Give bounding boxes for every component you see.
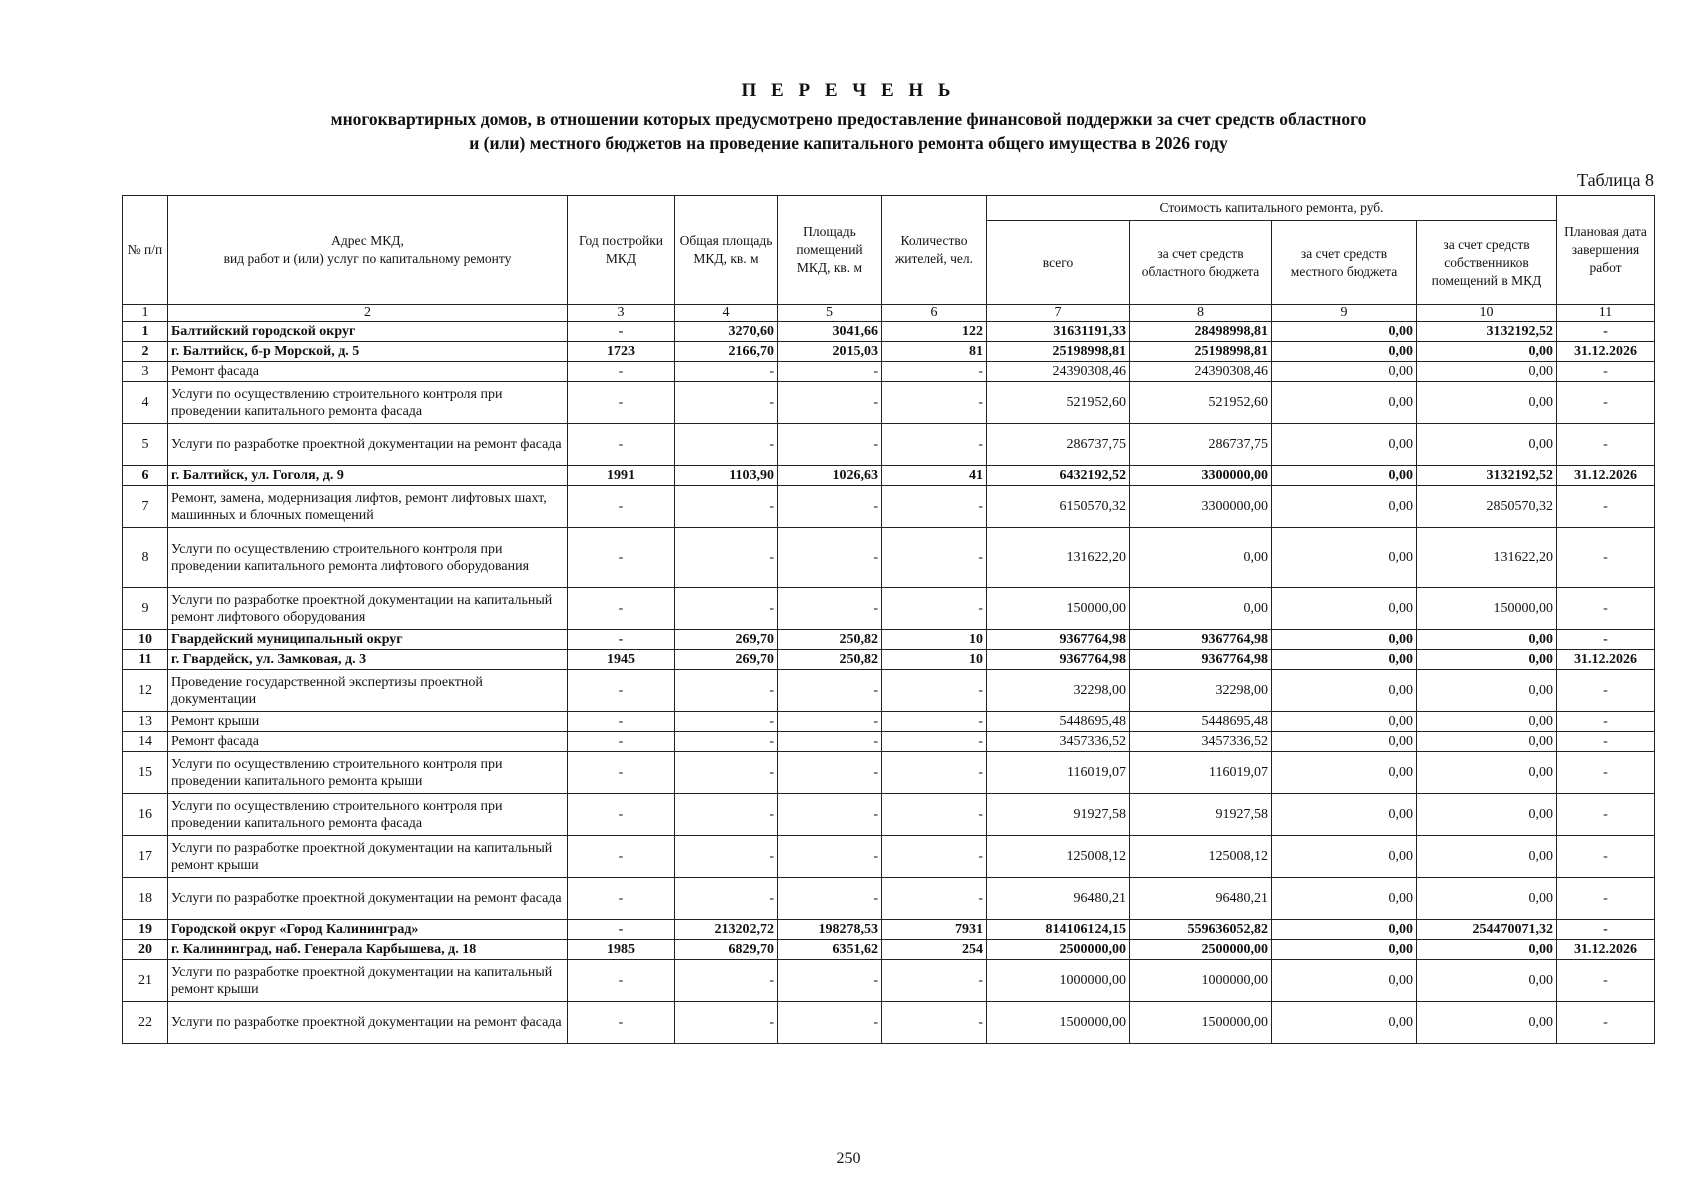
- table-row: [123, 878, 1655, 920]
- row-cost-local: 0,00: [1272, 588, 1417, 630]
- row-cost-local: 0,00: [1272, 424, 1417, 466]
- row-cost-owners: 254470071,32: [1417, 920, 1557, 940]
- row-planned-date: -: [1557, 960, 1655, 1002]
- row-cost-owners: 3132192,52: [1417, 322, 1557, 342]
- header-cost-local: за счет средств местного бюджета: [1272, 221, 1417, 305]
- row-cost-owners: 0,00: [1417, 342, 1557, 362]
- row-address: Гвардейский муниципальный округ: [168, 630, 568, 650]
- row-cost-region: 1500000,00: [1130, 1002, 1272, 1044]
- row-cost-all: 131622,20: [987, 528, 1130, 588]
- row-planned-date: -: [1557, 486, 1655, 528]
- row-area-rooms: -: [778, 752, 882, 794]
- row-cost-region: 116019,07: [1130, 752, 1272, 794]
- row-area-rooms: 250,82: [778, 630, 882, 650]
- header-cost-all: всего: [987, 221, 1130, 305]
- row-cost-local: 0,00: [1272, 794, 1417, 836]
- header-year: Год постройки МКД: [568, 196, 675, 305]
- row-area-total: 1103,90: [675, 466, 778, 486]
- row-cost-owners: 0,00: [1417, 794, 1557, 836]
- row-cost-region: 286737,75: [1130, 424, 1272, 466]
- row-address: г. Балтийск, ул. Гоголя, д. 9: [168, 466, 568, 486]
- table-header: [123, 196, 1655, 305]
- row-year: -: [568, 878, 675, 920]
- column-number: 2: [168, 305, 568, 322]
- row-cost-all: 25198998,81: [987, 342, 1130, 362]
- row-address: Услуги по разработке проектной документации на ремонт фасада: [168, 878, 568, 920]
- row-area-rooms: -: [778, 382, 882, 424]
- page-number: 250: [836, 1150, 861, 1167]
- row-cost-local: 0,00: [1272, 362, 1417, 382]
- row-address: Услуги по разработке проектной документации на капитальный ремонт лифтового оборудования: [168, 588, 568, 630]
- row-number: 20: [123, 940, 168, 960]
- row-area-rooms: -: [778, 588, 882, 630]
- row-cost-owners: 2850570,32: [1417, 486, 1557, 528]
- row-area-rooms: -: [778, 794, 882, 836]
- row-year: -: [568, 836, 675, 878]
- row-cost-all: 9367764,98: [987, 650, 1130, 670]
- row-area-rooms: 2015,03: [778, 342, 882, 362]
- row-planned-date: -: [1557, 732, 1655, 752]
- row-area-total: -: [675, 732, 778, 752]
- row-address: Услуги по разработке проектной документации на капитальный ремонт крыши: [168, 836, 568, 878]
- row-area-total: -: [675, 382, 778, 424]
- row-number: 1: [123, 322, 168, 342]
- row-cost-local: 0,00: [1272, 486, 1417, 528]
- column-number: 4: [675, 305, 778, 322]
- row-cost-owners: 0,00: [1417, 670, 1557, 712]
- row-cost-local: 0,00: [1272, 670, 1417, 712]
- row-area-rooms: -: [778, 362, 882, 382]
- column-number-row: [123, 305, 1655, 322]
- row-cost-owners: 0,00: [1417, 382, 1557, 424]
- table-row: [123, 424, 1655, 466]
- row-area-rooms: -: [778, 836, 882, 878]
- row-address: Ремонт фасада: [168, 732, 568, 752]
- row-planned-date: -: [1557, 424, 1655, 466]
- table-row: [123, 836, 1655, 878]
- row-year: -: [568, 486, 675, 528]
- row-cost-owners: 0,00: [1417, 630, 1557, 650]
- column-number: 7: [987, 305, 1130, 322]
- row-cost-region: 0,00: [1130, 528, 1272, 588]
- row-cost-owners: 0,00: [1417, 362, 1557, 382]
- row-cost-owners: 0,00: [1417, 732, 1557, 752]
- table-body: [123, 305, 1655, 1044]
- row-cost-owners: 0,00: [1417, 424, 1557, 466]
- row-cost-all: 24390308,46: [987, 362, 1130, 382]
- column-number: 5: [778, 305, 882, 322]
- row-cost-local: 0,00: [1272, 920, 1417, 940]
- row-cost-owners: 0,00: [1417, 878, 1557, 920]
- row-year: 1945: [568, 650, 675, 670]
- row-cost-owners: 150000,00: [1417, 588, 1557, 630]
- table-row: [123, 940, 1655, 960]
- row-area-rooms: 3041,66: [778, 322, 882, 342]
- row-planned-date: -: [1557, 794, 1655, 836]
- row-number: 14: [123, 732, 168, 752]
- table-row: [123, 528, 1655, 588]
- row-cost-all: 2500000,00: [987, 940, 1130, 960]
- row-area-total: 269,70: [675, 650, 778, 670]
- row-cost-region: 3300000,00: [1130, 466, 1272, 486]
- row-year: 1991: [568, 466, 675, 486]
- row-residents: -: [882, 362, 987, 382]
- row-number: 15: [123, 752, 168, 794]
- row-residents: -: [882, 732, 987, 752]
- table-row: [123, 1002, 1655, 1044]
- row-number: 18: [123, 878, 168, 920]
- row-address: Услуги по разработке проектной документации на капитальный ремонт крыши: [168, 960, 568, 1002]
- row-area-total: -: [675, 878, 778, 920]
- header-num: № п/п: [123, 196, 168, 305]
- header-cost-owners: за счет средств собственников помещений в МКД: [1417, 221, 1557, 305]
- row-cost-owners: 0,00: [1417, 960, 1557, 1002]
- row-planned-date: -: [1557, 630, 1655, 650]
- row-area-rooms: 6351,62: [778, 940, 882, 960]
- row-planned-date: -: [1557, 322, 1655, 342]
- row-year: -: [568, 362, 675, 382]
- row-year: -: [568, 712, 675, 732]
- column-number: 10: [1417, 305, 1557, 322]
- row-area-total: 6829,70: [675, 940, 778, 960]
- row-address: Ремонт крыши: [168, 712, 568, 732]
- column-number: 6: [882, 305, 987, 322]
- row-area-rooms: -: [778, 670, 882, 712]
- table-row: [123, 342, 1655, 362]
- row-cost-region: 96480,21: [1130, 878, 1272, 920]
- row-cost-local: 0,00: [1272, 382, 1417, 424]
- row-year: -: [568, 752, 675, 794]
- row-area-total: -: [675, 1002, 778, 1044]
- row-year: 1985: [568, 940, 675, 960]
- table-row: [123, 322, 1655, 342]
- table-row: [123, 630, 1655, 650]
- table-row: [123, 712, 1655, 732]
- row-year: -: [568, 960, 675, 1002]
- row-address: Ремонт, замена, модернизация лифтов, ремонт лифтовых шахт, машинных и блочных помещений: [168, 486, 568, 528]
- row-area-rooms: 198278,53: [778, 920, 882, 940]
- row-cost-region: 5448695,48: [1130, 712, 1272, 732]
- row-address: Балтийский городской округ: [168, 322, 568, 342]
- row-address: Услуги по разработке проектной документации на ремонт фасада: [168, 1002, 568, 1044]
- row-address: Услуги по разработке проектной документации на ремонт фасада: [168, 424, 568, 466]
- row-cost-all: 1000000,00: [987, 960, 1130, 1002]
- row-cost-local: 0,00: [1272, 836, 1417, 878]
- row-address: г. Балтийск, б-р Морской, д. 5: [168, 342, 568, 362]
- row-cost-all: 814106124,15: [987, 920, 1130, 940]
- header-cost-group: Стоимость капитального ремонта, руб.: [987, 196, 1557, 221]
- row-residents: 41: [882, 466, 987, 486]
- row-cost-all: 125008,12: [987, 836, 1130, 878]
- row-cost-local: 0,00: [1272, 528, 1417, 588]
- row-year: -: [568, 670, 675, 712]
- row-cost-local: 0,00: [1272, 712, 1417, 732]
- row-area-total: -: [675, 752, 778, 794]
- row-area-rooms: -: [778, 486, 882, 528]
- row-cost-region: 125008,12: [1130, 836, 1272, 878]
- row-address: Услуги по осуществлению строительного контроля при проведении капитального ремонта лифтового оборудования: [168, 528, 568, 588]
- row-cost-region: 521952,60: [1130, 382, 1272, 424]
- row-planned-date: -: [1557, 588, 1655, 630]
- row-area-total: -: [675, 960, 778, 1002]
- row-address: Проведение государственной экспертизы проектной документации: [168, 670, 568, 712]
- row-residents: -: [882, 670, 987, 712]
- row-planned-date: -: [1557, 1002, 1655, 1044]
- row-area-rooms: -: [778, 878, 882, 920]
- row-cost-owners: 3132192,52: [1417, 466, 1557, 486]
- row-area-total: -: [675, 424, 778, 466]
- row-residents: -: [882, 712, 987, 732]
- row-number: 7: [123, 486, 168, 528]
- row-planned-date: 31.12.2026: [1557, 342, 1655, 362]
- row-cost-local: 0,00: [1272, 650, 1417, 670]
- row-address: Услуги по осуществлению строительного контроля при проведении капитального ремонта фасада: [168, 382, 568, 424]
- row-cost-region: 559636052,82: [1130, 920, 1272, 940]
- row-address: Городской округ «Город Калининград»: [168, 920, 568, 940]
- row-residents: -: [882, 836, 987, 878]
- row-cost-owners: 131622,20: [1417, 528, 1557, 588]
- header-area-rooms: Площадь помещений МКД, кв. м: [778, 196, 882, 305]
- row-year: -: [568, 920, 675, 940]
- row-residents: -: [882, 528, 987, 588]
- row-number: 19: [123, 920, 168, 940]
- column-number: 11: [1557, 305, 1655, 322]
- row-area-total: 2166,70: [675, 342, 778, 362]
- row-cost-all: 3457336,52: [987, 732, 1130, 752]
- row-year: -: [568, 382, 675, 424]
- row-residents: -: [882, 424, 987, 466]
- row-year: -: [568, 424, 675, 466]
- row-cost-region: 9367764,98: [1130, 630, 1272, 650]
- header-address: Адрес МКД, вид работ и (или) услуг по капитальному ремонту: [168, 196, 568, 305]
- row-residents: 10: [882, 630, 987, 650]
- row-planned-date: -: [1557, 920, 1655, 940]
- row-area-total: -: [675, 588, 778, 630]
- row-cost-region: 3300000,00: [1130, 486, 1272, 528]
- row-year: 1723: [568, 342, 675, 362]
- row-address: Ремонт фасада: [168, 362, 568, 382]
- column-number: 8: [1130, 305, 1272, 322]
- table-row: [123, 362, 1655, 382]
- row-address: г. Калининград, наб. Генерала Карбышева, д. 18: [168, 940, 568, 960]
- row-cost-region: 2500000,00: [1130, 940, 1272, 960]
- row-cost-all: 150000,00: [987, 588, 1130, 630]
- row-cost-region: 28498998,81: [1130, 322, 1272, 342]
- row-number: 3: [123, 362, 168, 382]
- row-residents: -: [882, 588, 987, 630]
- row-cost-all: 116019,07: [987, 752, 1130, 794]
- row-address: Услуги по осуществлению строительного контроля при проведении капитального ремонта фасада: [168, 794, 568, 836]
- table-row: [123, 670, 1655, 712]
- row-cost-owners: 0,00: [1417, 752, 1557, 794]
- table-row: [123, 732, 1655, 752]
- column-number: 1: [123, 305, 168, 322]
- row-planned-date: 31.12.2026: [1557, 940, 1655, 960]
- row-cost-all: 1500000,00: [987, 1002, 1130, 1044]
- row-number: 13: [123, 712, 168, 732]
- row-residents: -: [882, 794, 987, 836]
- row-number: 22: [123, 1002, 168, 1044]
- row-cost-owners: 0,00: [1417, 940, 1557, 960]
- row-year: -: [568, 794, 675, 836]
- row-area-rooms: -: [778, 960, 882, 1002]
- row-cost-all: 31631191,33: [987, 322, 1130, 342]
- row-cost-local: 0,00: [1272, 960, 1417, 1002]
- row-number: 11: [123, 650, 168, 670]
- row-planned-date: -: [1557, 528, 1655, 588]
- row-area-total: -: [675, 486, 778, 528]
- table-row: [123, 486, 1655, 528]
- row-residents: -: [882, 382, 987, 424]
- buildings-table: [122, 195, 1655, 1044]
- row-cost-region: 32298,00: [1130, 670, 1272, 712]
- row-residents: -: [882, 878, 987, 920]
- document-subtitle-line2: и (или) местного бюджетов на проведение капитального ремонта общего имущества в 2026 году: [469, 133, 1228, 153]
- header-planned-date: Плановая дата завершения работ: [1557, 196, 1655, 305]
- row-cost-all: 91927,58: [987, 794, 1130, 836]
- row-year: -: [568, 1002, 675, 1044]
- row-area-total: -: [675, 528, 778, 588]
- column-number: 9: [1272, 305, 1417, 322]
- row-area-total: 213202,72: [675, 920, 778, 940]
- table-row: [123, 920, 1655, 940]
- row-number: 5: [123, 424, 168, 466]
- row-area-rooms: -: [778, 528, 882, 588]
- row-residents: -: [882, 752, 987, 794]
- row-area-rooms: -: [778, 1002, 882, 1044]
- row-number: 21: [123, 960, 168, 1002]
- row-cost-owners: 0,00: [1417, 712, 1557, 732]
- row-cost-region: 91927,58: [1130, 794, 1272, 836]
- row-planned-date: -: [1557, 836, 1655, 878]
- header-residents: Количество жителей, чел.: [882, 196, 987, 305]
- row-cost-all: 521952,60: [987, 382, 1130, 424]
- row-number: 12: [123, 670, 168, 712]
- row-cost-all: 96480,21: [987, 878, 1130, 920]
- row-planned-date: -: [1557, 752, 1655, 794]
- row-cost-local: 0,00: [1272, 342, 1417, 362]
- row-area-total: 269,70: [675, 630, 778, 650]
- row-cost-local: 0,00: [1272, 466, 1417, 486]
- row-year: -: [568, 732, 675, 752]
- row-number: 16: [123, 794, 168, 836]
- row-cost-region: 3457336,52: [1130, 732, 1272, 752]
- row-year: -: [568, 528, 675, 588]
- table-row: [123, 382, 1655, 424]
- row-residents: 7931: [882, 920, 987, 940]
- table-row: [123, 466, 1655, 486]
- row-address: г. Гвардейск, ул. Замковая, д. 3: [168, 650, 568, 670]
- table-row: [123, 752, 1655, 794]
- table-label: Таблица 8: [1577, 170, 1654, 190]
- row-residents: 10: [882, 650, 987, 670]
- row-area-rooms: 1026,63: [778, 466, 882, 486]
- header-area-total: Общая площадь МКД, кв. м: [675, 196, 778, 305]
- row-number: 4: [123, 382, 168, 424]
- row-planned-date: -: [1557, 670, 1655, 712]
- row-planned-date: -: [1557, 382, 1655, 424]
- row-planned-date: 31.12.2026: [1557, 650, 1655, 670]
- row-residents: 254: [882, 940, 987, 960]
- row-year: -: [568, 322, 675, 342]
- row-address: Услуги по осуществлению строительного контроля при проведении капитального ремонта крыши: [168, 752, 568, 794]
- row-cost-all: 286737,75: [987, 424, 1130, 466]
- row-area-total: -: [675, 670, 778, 712]
- row-cost-all: 9367764,98: [987, 630, 1130, 650]
- row-area-rooms: -: [778, 732, 882, 752]
- table-row: [123, 794, 1655, 836]
- row-cost-all: 6432192,52: [987, 466, 1130, 486]
- row-cost-local: 0,00: [1272, 322, 1417, 342]
- row-cost-local: 0,00: [1272, 940, 1417, 960]
- row-area-total: -: [675, 836, 778, 878]
- row-area-rooms: -: [778, 424, 882, 466]
- row-planned-date: -: [1557, 878, 1655, 920]
- row-planned-date: -: [1557, 712, 1655, 732]
- row-cost-local: 0,00: [1272, 630, 1417, 650]
- table-row: [123, 650, 1655, 670]
- column-number: 3: [568, 305, 675, 322]
- row-number: 17: [123, 836, 168, 878]
- table-row: [123, 960, 1655, 1002]
- row-number: 9: [123, 588, 168, 630]
- row-cost-region: 1000000,00: [1130, 960, 1272, 1002]
- row-cost-owners: 0,00: [1417, 1002, 1557, 1044]
- row-residents: -: [882, 1002, 987, 1044]
- row-cost-region: 0,00: [1130, 588, 1272, 630]
- row-cost-local: 0,00: [1272, 878, 1417, 920]
- row-residents: -: [882, 486, 987, 528]
- row-area-rooms: 250,82: [778, 650, 882, 670]
- row-area-total: -: [675, 794, 778, 836]
- row-cost-owners: 0,00: [1417, 836, 1557, 878]
- document-title: П Е Р Е Ч Е Н Ь: [741, 80, 956, 101]
- row-cost-all: 5448695,48: [987, 712, 1130, 732]
- row-area-total: -: [675, 712, 778, 732]
- row-year: -: [568, 630, 675, 650]
- row-year: -: [568, 588, 675, 630]
- row-area-total: -: [675, 362, 778, 382]
- row-planned-date: 31.12.2026: [1557, 466, 1655, 486]
- row-cost-local: 0,00: [1272, 1002, 1417, 1044]
- row-number: 10: [123, 630, 168, 650]
- row-residents: -: [882, 960, 987, 1002]
- row-cost-region: 25198998,81: [1130, 342, 1272, 362]
- row-cost-region: 9367764,98: [1130, 650, 1272, 670]
- table-row: [123, 588, 1655, 630]
- row-number: 8: [123, 528, 168, 588]
- row-cost-region: 24390308,46: [1130, 362, 1272, 382]
- row-planned-date: -: [1557, 362, 1655, 382]
- row-number: 6: [123, 466, 168, 486]
- row-cost-all: 32298,00: [987, 670, 1130, 712]
- header-cost-region: за счет средств областного бюджета: [1130, 221, 1272, 305]
- row-cost-all: 6150570,32: [987, 486, 1130, 528]
- row-residents: 81: [882, 342, 987, 362]
- row-cost-local: 0,00: [1272, 752, 1417, 794]
- row-residents: 122: [882, 322, 987, 342]
- row-cost-local: 0,00: [1272, 732, 1417, 752]
- row-cost-owners: 0,00: [1417, 650, 1557, 670]
- row-number: 2: [123, 342, 168, 362]
- row-area-rooms: -: [778, 712, 882, 732]
- row-area-total: 3270,60: [675, 322, 778, 342]
- document-subtitle-line1: многоквартирных домов, в отношении которых предусмотрено предоставление финансовой поддержки за счет средств областного: [330, 109, 1367, 129]
